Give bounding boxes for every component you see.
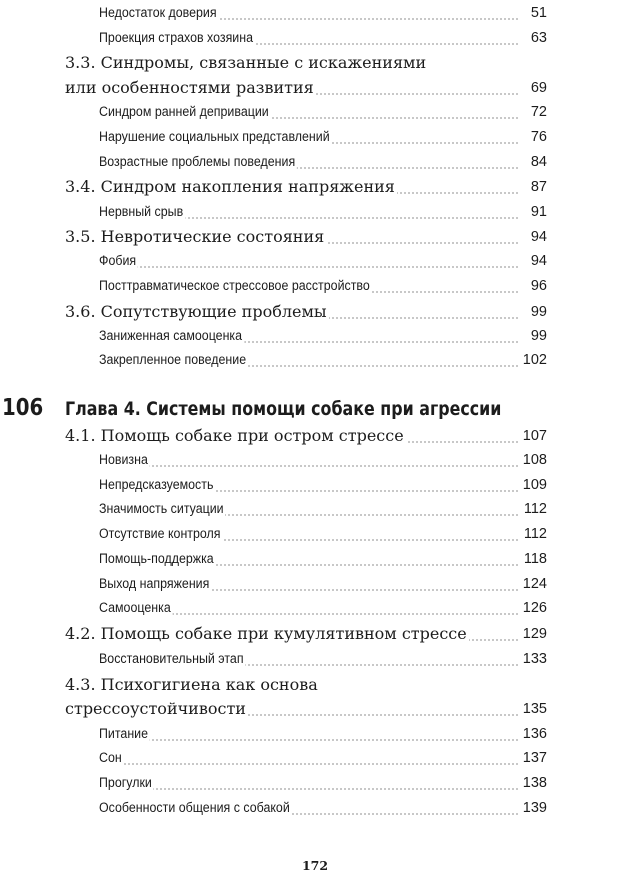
- toc-section-page: 87: [530, 179, 547, 195]
- toc-entry[interactable]: [0, 103, 630, 123]
- toc-entry[interactable]: [0, 252, 630, 272]
- toc-entry-page: 109: [522, 477, 547, 493]
- toc-entry[interactable]: [0, 500, 630, 520]
- toc-entry-title: Новизна: [99, 452, 148, 467]
- toc-entry-page: 96: [530, 278, 547, 294]
- toc-entry-page: 84: [530, 154, 547, 170]
- toc-section[interactable]: [0, 699, 630, 721]
- toc-section[interactable]: [0, 53, 630, 75]
- toc-entry-page: 138: [522, 775, 547, 791]
- toc-section[interactable]: [0, 426, 630, 448]
- toc-section-page: 135: [522, 701, 547, 717]
- toc-entry-page: 136: [522, 726, 547, 742]
- toc-entry-title: Недостаток доверия: [99, 5, 217, 20]
- toc-entry-title: Возрастные проблемы поведения: [99, 154, 296, 169]
- dot-leader: [100, 788, 518, 790]
- toc-entry[interactable]: [0, 451, 630, 471]
- toc-section-title: 4.2. Помощь собаке при кумулятивном стрессе: [65, 624, 467, 643]
- toc-entry[interactable]: [0, 749, 630, 769]
- toc-entry-title: Сон: [99, 750, 122, 765]
- toc-entry[interactable]: [0, 351, 630, 371]
- toc-entry[interactable]: [0, 4, 630, 24]
- toc-entry-page: 133: [522, 651, 547, 667]
- toc-entry-title: Особенности общения с собакой: [99, 800, 290, 815]
- toc-entry-title: Питание: [99, 726, 149, 741]
- toc-entry[interactable]: [0, 650, 630, 670]
- toc-entry[interactable]: [0, 203, 630, 223]
- toc-entry-page: 137: [522, 750, 547, 766]
- toc-entry-page: 102: [522, 352, 547, 368]
- toc-entry[interactable]: [0, 725, 630, 745]
- toc-entry[interactable]: [0, 799, 630, 819]
- toc-entry-title: Восстановительный этап: [99, 651, 244, 666]
- toc-entry[interactable]: [0, 774, 630, 794]
- toc-entry[interactable]: [0, 327, 630, 347]
- toc-entry-page: 124: [522, 576, 547, 592]
- toc-section-page: 69: [530, 80, 547, 96]
- toc-section-page: 107: [522, 428, 547, 444]
- dot-leader: [100, 763, 518, 765]
- toc-section-page: 99: [530, 304, 547, 320]
- toc-section[interactable]: [0, 302, 630, 324]
- toc-entry-title: Выход напряжения: [99, 576, 210, 591]
- toc-entry-page: 118: [523, 551, 547, 567]
- toc-section-title: или особенностями развития: [65, 78, 314, 97]
- toc-section-title: стрессоустойчивости: [65, 699, 246, 718]
- dot-leader: [100, 465, 518, 467]
- chapter-title: Глава 4. Системы помощи собаке при агрессии: [65, 398, 502, 420]
- toc-entry-page: 72: [530, 104, 547, 120]
- toc-entry-page: 63: [530, 30, 547, 46]
- toc-entry-title: Значимость ситуации: [99, 501, 224, 516]
- toc-entry-title: Помощь-поддержка: [99, 551, 214, 566]
- toc-entry-page: 126: [522, 600, 547, 616]
- toc-entry-title: Посттравматическое стрессовое расстройство: [99, 278, 370, 293]
- toc-section-title: 4.3. Психогигиена как основа: [65, 675, 318, 694]
- chapter-heading[interactable]: [0, 395, 630, 425]
- dot-leader: [100, 739, 518, 741]
- toc-entry-title: Прогулки: [99, 775, 152, 790]
- toc-entry-title: Самооценка: [99, 600, 171, 615]
- toc-entry-title: Проекция страхов хозяина: [99, 30, 254, 45]
- toc-entry-title: Отсутствие контроля: [99, 526, 221, 541]
- toc-entry[interactable]: [0, 277, 630, 297]
- toc-section[interactable]: [0, 227, 630, 249]
- toc-entry-page: 112: [523, 526, 547, 542]
- toc-entry-page: 91: [530, 204, 547, 220]
- toc-entry[interactable]: [0, 153, 630, 173]
- toc-section-page: 94: [530, 229, 547, 245]
- toc-entry-title: Фобия: [99, 253, 137, 268]
- toc-entry-title: Закрепленное поведение: [99, 352, 247, 367]
- toc-section-title: 3.5. Невротические состояния: [65, 227, 325, 246]
- toc-section-page: 129: [522, 626, 547, 642]
- toc-section-title: 3.6. Сопутствующие проблемы: [65, 302, 327, 321]
- toc-entry-title: Нарушение социальных представлений: [99, 129, 330, 144]
- toc-entry[interactable]: [0, 599, 630, 619]
- toc-entry[interactable]: [0, 476, 630, 496]
- toc-entry-page: 94: [530, 253, 547, 269]
- toc-entry-page: 108: [522, 452, 547, 468]
- toc-entry[interactable]: [0, 29, 630, 49]
- toc-section[interactable]: [0, 624, 630, 646]
- toc-entry-page: 139: [522, 800, 547, 816]
- chapter-page-number: 106: [2, 395, 44, 421]
- toc-section-title: 4.1. Помощь собаке при остром стрессе: [65, 426, 404, 445]
- toc-entry-title: Нервный срыв: [99, 204, 184, 219]
- toc-section[interactable]: [0, 675, 630, 697]
- dot-leader: [100, 266, 518, 268]
- toc-entry-page: 112: [523, 501, 547, 517]
- toc-entry[interactable]: [0, 128, 630, 148]
- toc-entry-title: Непредсказуемость: [99, 477, 214, 492]
- toc-section-title: 3.3. Синдромы, связанные с искажениями: [65, 53, 427, 72]
- toc-entry[interactable]: [0, 550, 630, 570]
- toc-entry-page: 99: [530, 328, 547, 344]
- toc-entry[interactable]: [0, 575, 630, 595]
- page-number-footer: 172: [301, 858, 329, 873]
- toc-section[interactable]: [0, 78, 630, 100]
- toc-entry-title: Синдром ранней депривации: [99, 104, 269, 119]
- toc-section[interactable]: [0, 177, 630, 199]
- toc-entry-page: 76: [530, 129, 547, 145]
- toc-entry-page: 51: [530, 5, 547, 21]
- toc-section-title: 3.4. Синдром накопления напряжения: [65, 177, 395, 196]
- toc-entry-title: Заниженная самооценка: [99, 328, 243, 343]
- toc-entry[interactable]: [0, 525, 630, 545]
